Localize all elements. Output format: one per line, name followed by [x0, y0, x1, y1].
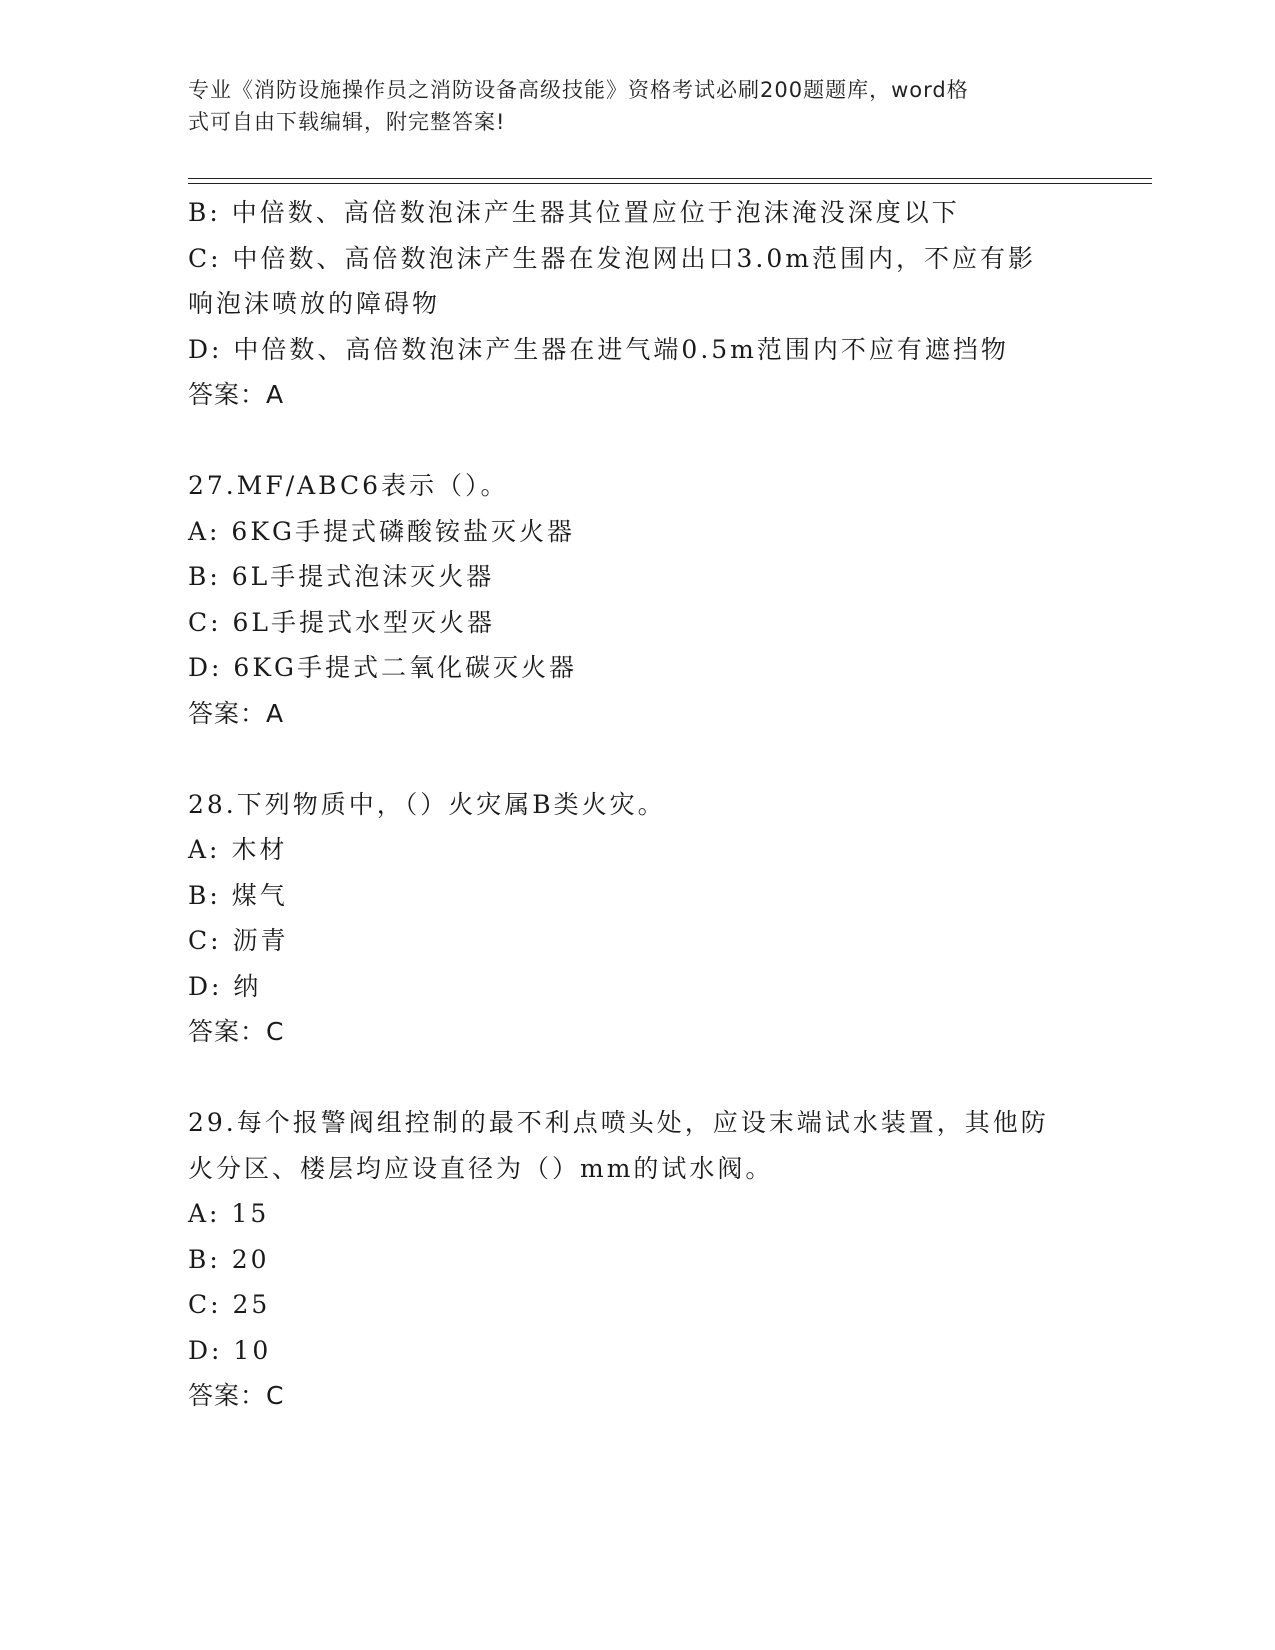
option-d: D: 10 [188, 1335, 272, 1365]
document-header [188, 74, 1088, 138]
option-b: B: 煤气 [188, 880, 288, 910]
option-c-continued: 响泡沫喷放的障碍物 [188, 289, 441, 318]
header-line-1: 专业《消防设施操作员之消防设备高级技能》资格考试必刷200题题库，word格 [188, 78, 969, 102]
question-block-28 [188, 782, 1088, 1055]
option-b: B: 中倍数、高倍数泡沫产生器其位置应位于泡沫淹没深度以下 [188, 198, 960, 227]
option-d: D: 纳 [188, 971, 262, 1001]
answer: 答案：C [188, 1381, 285, 1410]
answer: 答案：C [188, 1017, 285, 1046]
question-block-29 [188, 1100, 1088, 1419]
option-a: A: 6KG手提式磷酸铵盐灭火器 [188, 516, 575, 546]
option-d: D: 6KG手提式二氧化碳灭火器 [188, 653, 577, 682]
option-a: A: 木材 [188, 835, 288, 864]
question-stem: 29.每个报警阀组控制的最不利点喷头处，应设末端试水装置，其他防 [188, 1108, 1049, 1137]
option-c: C: 25 [188, 1290, 271, 1319]
answer: 答案：A [188, 698, 285, 728]
option-c: C: 沥青 [188, 926, 289, 955]
header-rule-top [188, 178, 1152, 179]
header-rule-bottom [188, 183, 1152, 184]
answer: 答案：A [188, 380, 285, 409]
question-list [188, 190, 1088, 1419]
question-block-27 [188, 463, 1088, 736]
option-b: B: 20 [188, 1244, 270, 1274]
option-a: A: 15 [188, 1199, 270, 1228]
option-b: B: 6L手提式泡沫灭火器 [188, 562, 495, 591]
header-line-2: 式可自由下载编辑，附完整答案! [188, 110, 506, 134]
option-d: D: 中倍数、高倍数泡沫产生器在进气端0.5m范围内不应有遮挡物 [188, 334, 1009, 364]
question-stem-continued: 火分区、楼层均应设直径为（）mm的试水阀。 [188, 1153, 774, 1183]
question-stem: 27.MF/ABC6表示（）。 [188, 471, 509, 500]
question-stem: 28.下列物质中，（）火灾属B类火灾。 [188, 789, 666, 819]
question-block-26 [188, 190, 1088, 418]
option-c: C: 中倍数、高倍数泡沫产生器在发泡网出口3.0m范围内，不应有影 [188, 243, 1036, 273]
option-c: C: 6L手提式水型灭火器 [188, 607, 496, 637]
